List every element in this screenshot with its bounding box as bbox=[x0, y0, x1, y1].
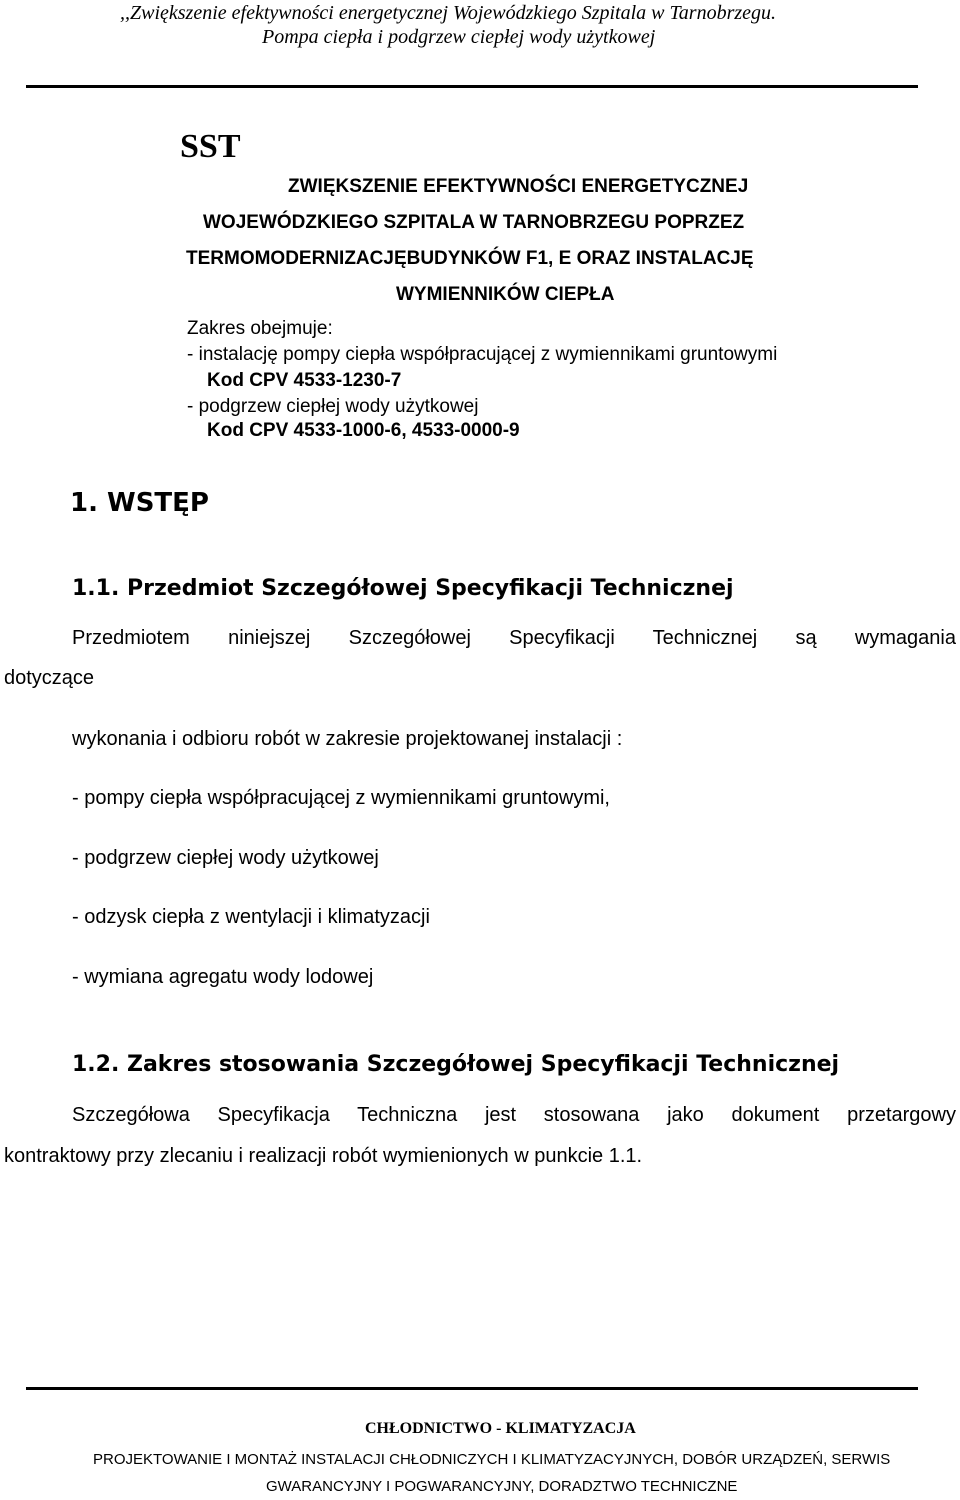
subsection-1-1-heading: 1.1. Przedmiot Szczegółowej Specyfikacji Technicznej bbox=[72, 576, 734, 601]
list-item: - odzysk ciepła z wentylacji i klimatyzacji bbox=[72, 906, 430, 928]
subsection-1-1-para-line-2: dotyczące bbox=[4, 667, 95, 689]
running-header-line2: Pompa ciepła i podgrzew ciepłej wody użytkowej bbox=[262, 26, 656, 48]
document-type-label: SST bbox=[180, 128, 241, 165]
title-line-4: WYMIENNIKÓW CIEPŁA bbox=[396, 284, 615, 305]
subsection-1-2-para-line-1: Szczegółowa Specyfikacja Techniczna jest stosowana jako dokument przetargowy bbox=[72, 1104, 956, 1126]
scope-code-1: Kod CPV 4533-1230-7 bbox=[207, 370, 402, 391]
scope-code-2: Kod CPV 4533-1000-6, 4533-0000-9 bbox=[207, 420, 520, 441]
title-line-1: ZWIĘKSZENIE EFEKTYWNOŚCI ENERGETYCZNEJ bbox=[288, 176, 749, 197]
subsection-1-1-para-line-1: Przedmiotem niniejszej Szczegółowej Specyfikacji Technicznej są wymagania bbox=[72, 627, 956, 649]
list-item: - wymiana agregatu wody lodowej bbox=[72, 966, 374, 988]
scope-item-2: - podgrzew ciepłej wody użytkowej bbox=[187, 396, 479, 417]
subsection-1-2-heading: 1.2. Zakres stosowania Szczegółowej Specyfikacji Technicznej bbox=[72, 1052, 840, 1077]
running-header-line1: ,,Zwiększenie efektywności energetycznej Wojewódzkiego Szpitala w Tarnobrzegu. bbox=[120, 2, 777, 24]
header-divider bbox=[26, 85, 918, 88]
title-line-2: WOJEWÓDZKIEGO SZPITALA W TARNOBRZEGU POPRZEZ bbox=[203, 212, 745, 233]
list-item: - podgrzew ciepłej wody użytkowej bbox=[72, 847, 379, 869]
footer-divider bbox=[26, 1387, 918, 1390]
footer-services-line-2: GWARANCYJNY I POGWARANCYJNY, DORADZTWO TECHNICZNE bbox=[266, 1478, 738, 1495]
subsection-1-1-para-line-3: wykonania i odbioru robót w zakresie projektowanej instalacji : bbox=[72, 728, 623, 750]
section-heading: 1. WSTĘP bbox=[70, 488, 209, 518]
subsection-1-2-para-line-2: kontraktowy przy zlecaniu i realizacji robót wymienionych w punkcie 1.1. bbox=[4, 1145, 643, 1167]
footer-services-line-1: PROJEKTOWANIE I MONTAŻ INSTALACJI CHŁODNICZYCH I KLIMATYZACYJNYCH, DOBÓR URZĄDZEŃ, SERWIS bbox=[93, 1451, 891, 1468]
scope-label: Zakres obejmuje: bbox=[187, 318, 333, 339]
footer-company: CHŁODNICTWO - KLIMATYZACJA bbox=[365, 1420, 636, 1437]
scope-item-1: - instalację pompy ciepła współpracującej z wymiennikami gruntowymi bbox=[187, 344, 778, 365]
title-line-3: TERMOMODERNIZACJĘBUDYNKÓW F1, E ORAZ INSTALACJĘ bbox=[186, 248, 754, 269]
list-item: - pompy ciepła współpracującej z wymiennikami gruntowymi, bbox=[72, 787, 610, 809]
